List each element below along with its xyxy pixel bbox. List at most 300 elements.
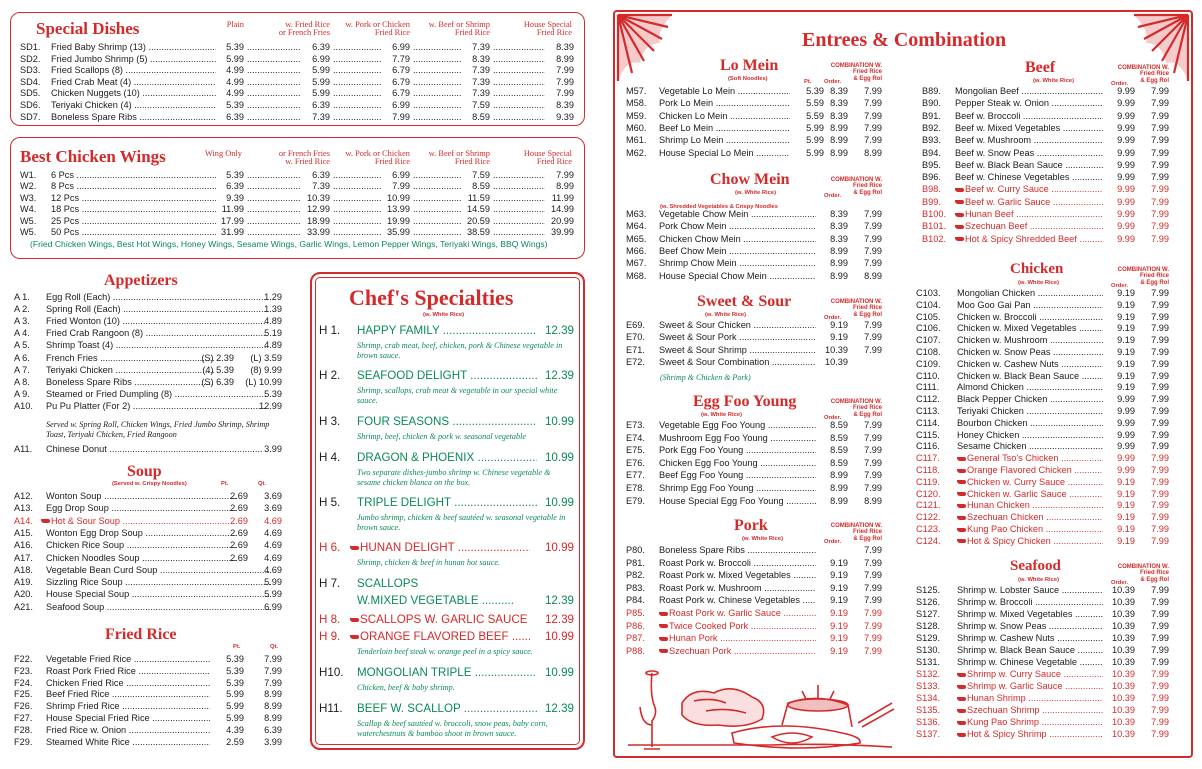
item-price-pt: 2.69 — [230, 540, 248, 551]
chef-name: DRAGON & PHOENIX ..... — [357, 452, 537, 464]
item-price-order: 9.19 — [830, 645, 848, 656]
item-price-combo: 8.99 — [864, 495, 882, 506]
leader-dots — [333, 194, 381, 203]
chef-item — [319, 667, 574, 683]
item-name: Shrimp w. Mixed Vegetables ..... — [957, 610, 1103, 619]
item-name: Shrimp w. Cashew Nuts ..... — [957, 634, 1103, 643]
table-row — [626, 87, 882, 99]
item-code: M67. — [626, 258, 647, 269]
item-price-combo: 7.99 — [1151, 417, 1169, 428]
hot-pepper-icon — [350, 635, 359, 639]
item-code: C122. — [916, 512, 941, 523]
section-title-seafood: Seafood — [1010, 558, 1061, 574]
item-price-order: 9.19 — [1117, 524, 1135, 534]
item-name: Beef Lo Mein ..... — [659, 124, 790, 133]
table-row — [14, 529, 282, 541]
item-price: 31.99 — [221, 227, 244, 237]
section-sub-lomein: (Soft Noodles) — [728, 76, 768, 82]
item-price: 3.99 — [264, 444, 282, 454]
item-price-qt: 5.99 — [264, 577, 282, 588]
item-price: (8) 9.99 — [250, 364, 282, 375]
hot-pepper-icon — [957, 673, 966, 677]
item-price: 5.39 — [226, 170, 244, 180]
section-title-beef: Beef — [1025, 59, 1056, 76]
table-row — [626, 634, 882, 646]
item-price-pt: 5.99 — [806, 147, 824, 158]
item-name: Hot & Spicy Chicken ..... — [957, 537, 1103, 546]
col-header: w. Pork or Chicken Fried Rice — [345, 149, 410, 167]
table-row — [626, 222, 882, 234]
item-price: 17.99 — [221, 215, 244, 226]
item-name: Spring Roll (Each) ..... — [46, 305, 266, 314]
item-price-order: 9.19 — [1117, 299, 1135, 310]
chef-price: 10.99 — [544, 666, 574, 679]
item-price-order: 10.39 — [1112, 657, 1135, 667]
item-code: P81. — [626, 557, 645, 568]
item-code: A17. — [14, 552, 33, 563]
item-code: A 6. — [14, 352, 30, 363]
col-header: w. Pork or Chicken Fried Rice — [345, 20, 410, 38]
item-name: Chicken w. Garlic Sauce ..... — [957, 490, 1103, 499]
item-price-pt: 5.99 — [226, 701, 244, 712]
combo-header: COMBINATION W. Fried Rice & Egg Rol — [830, 399, 882, 418]
table-row — [14, 402, 282, 414]
table-row — [20, 194, 580, 206]
table-row — [922, 124, 1169, 136]
leader-dots — [413, 205, 461, 214]
table-row — [916, 301, 1169, 313]
item-price: 10.99 — [387, 192, 410, 203]
item-price-combo: 7.99 — [864, 86, 882, 96]
table-row — [626, 358, 882, 370]
item-price-qt: 5.99 — [264, 589, 282, 600]
table-row — [14, 366, 282, 378]
item-name: Mushroom Egg Foo Young ..... — [659, 434, 816, 443]
table-row — [626, 546, 882, 558]
leader-dots — [333, 113, 381, 122]
section-sub-pork: (w. White Rice) — [742, 536, 784, 542]
item-name: Shrimp w. Black Bean Sauce ..... — [957, 646, 1103, 655]
chef-code: H 1. — [319, 324, 341, 337]
item-price-order: 9.99 — [1117, 221, 1135, 232]
table-row — [922, 161, 1169, 173]
chef-price: 10.99 — [544, 451, 574, 464]
chef-name: ORANGE FLAVORED BEEF ..... — [350, 631, 530, 643]
item-price-order: 9.19 — [1117, 311, 1135, 322]
item-name: Beef Chow Mein ..... — [659, 247, 816, 256]
col-header: Plain — [226, 20, 244, 29]
item-code: A 7. — [14, 364, 30, 375]
chef-code: H 5. — [319, 496, 341, 509]
item-price-order: 10.39 — [1112, 633, 1135, 643]
soup-col-pt: Pt. — [221, 481, 229, 487]
item-code: B90. — [922, 98, 941, 109]
item-price-order: 10.39 — [1112, 609, 1135, 619]
leader-dots — [493, 43, 545, 52]
item-price-pt: 5.59 — [806, 110, 824, 121]
item-name: Roast Pork w. Mushroom ..... — [659, 584, 816, 593]
item-price: 7.39 — [472, 76, 490, 87]
item-price: 33.99 — [307, 227, 330, 237]
combo-header: COMBINATION W. Fried Rice & Egg Rol — [830, 523, 882, 542]
item-price-combo: 7.99 — [1151, 147, 1169, 158]
table-row — [626, 571, 882, 583]
hot-pepper-icon — [659, 612, 668, 616]
table-row — [626, 210, 882, 222]
item-price-order: 9.19 — [1117, 500, 1135, 511]
hot-pepper-icon — [955, 237, 964, 241]
item-name: Shrimp w. Broccoli ..... — [957, 598, 1103, 607]
hot-pepper-icon — [659, 637, 668, 641]
leader-dots — [247, 171, 301, 180]
table-row — [626, 112, 882, 124]
table-row — [916, 730, 1169, 742]
chef-code: H 9. — [319, 630, 341, 643]
fr-col-pt: Pt. — [233, 644, 241, 650]
leader-dots — [493, 228, 545, 237]
fr-col-qt: Qt. — [270, 644, 279, 650]
item-price-order: 8.39 — [830, 86, 848, 96]
item-name: Roast Pork Fried Rice ..... — [46, 667, 210, 676]
table-row — [14, 317, 282, 329]
table-row — [922, 149, 1169, 161]
item-code: B94. — [922, 147, 941, 158]
item-name: Pork Chow Mein ..... — [659, 222, 816, 231]
item-code: E75. — [626, 445, 645, 456]
col-header: w. Beef or Shrimp Fried Rice — [428, 20, 490, 38]
chef-name: TRIPLE DELIGHT ..... — [357, 497, 537, 509]
item-name: Chinese Donut ..... — [46, 445, 262, 454]
item-price: 8.39 — [472, 53, 490, 64]
item-price-qt: 7.99 — [264, 654, 282, 664]
table-row — [14, 329, 282, 341]
item-name: Fried Crab Rangoon (8) ..... — [46, 329, 266, 338]
item-price-order: 9.19 — [830, 595, 848, 606]
item-code: C121. — [916, 500, 941, 511]
item-price-order: 8.59 — [830, 432, 848, 443]
item-code: C120. — [916, 488, 941, 499]
item-name: Hunan Pork ..... — [659, 634, 816, 643]
item-code: A19. — [14, 577, 33, 588]
item-price-order: 9.19 — [1117, 535, 1135, 546]
hot-pepper-icon — [957, 492, 966, 496]
table-row — [14, 492, 282, 504]
item-price-order: 9.99 — [1117, 98, 1135, 109]
item-price: 10.39 — [307, 192, 330, 203]
item-code: C103. — [916, 288, 941, 298]
item-code: E71. — [626, 344, 645, 355]
item-price-order: 10.39 — [1112, 645, 1135, 655]
table-row — [14, 305, 282, 317]
item-price-combo: 7.99 — [864, 110, 882, 121]
item-price-order: 8.99 — [830, 245, 848, 256]
item-price-combo: 7.99 — [1151, 657, 1169, 667]
item-price-combo: 7.99 — [864, 98, 882, 109]
leader-dots — [413, 89, 461, 98]
item-price-order: 10.39 — [1112, 621, 1135, 631]
item-name: Pork Egg Foo Young ..... — [659, 446, 816, 455]
item-code: P80. — [626, 545, 645, 555]
item-price: 18.99 — [307, 215, 330, 226]
chef-code: H 7. — [319, 577, 341, 590]
item-name: Hunan Beef ..... — [955, 210, 1103, 219]
chef-code: H11. — [319, 702, 343, 715]
item-price-qt: 3.69 — [264, 491, 282, 501]
item-price-combo: 7.99 — [864, 135, 882, 146]
item-code: SD1. — [20, 42, 41, 52]
table-row — [626, 559, 882, 571]
item-code: M58. — [626, 98, 647, 109]
item-price-order: 10.39 — [825, 344, 848, 355]
item-name: Beef w. Black Bean Sauce ..... — [955, 161, 1103, 170]
item-price-order: 9.19 — [830, 332, 848, 343]
table-row — [626, 259, 882, 271]
item-price-order: 9.99 — [1117, 441, 1135, 452]
item-name: Shrimp Fried Rice ..... — [46, 702, 210, 711]
item-price-small: (S) 6.39 — [201, 376, 234, 387]
table-row — [14, 590, 282, 602]
item-price: 5.19 — [264, 328, 282, 339]
chef-note: Shrimp, beef, chicken & pork w. seasonal vegetable — [357, 432, 527, 441]
item-price-order: 9.19 — [1117, 358, 1135, 369]
section-title-lomein: Lo Mein — [720, 57, 779, 74]
item-price-order: 9.99 — [1117, 147, 1135, 158]
item-price-order: 10.39 — [1112, 597, 1135, 607]
chef-item — [319, 370, 574, 386]
item-code: C110. — [916, 370, 940, 381]
item-name: Chicken Fried Rice ..... — [46, 679, 210, 688]
item-code: S130. — [916, 645, 941, 655]
chef-item — [319, 542, 574, 558]
item-price-combo: 7.99 — [1151, 288, 1169, 298]
leader-dots — [413, 66, 461, 75]
item-name: Honey Chicken ..... — [957, 431, 1103, 440]
item-price-order: 9.99 — [1117, 110, 1135, 121]
item-price-combo: 7.99 — [864, 633, 882, 644]
leader-dots — [413, 194, 461, 203]
item-price-combo: 7.99 — [864, 245, 882, 256]
item-name: Teriyaki Chicken ..... — [46, 366, 214, 375]
item-code: A10. — [14, 400, 33, 411]
section-title-sweetsour: Sweet & Sour — [697, 293, 792, 310]
item-name: Chicken Lo Mein ..... — [659, 112, 790, 121]
table-row — [14, 354, 282, 366]
item-price-combo: 7.99 — [1151, 500, 1169, 511]
item-name: Hunan Chicken ..... — [957, 501, 1103, 510]
table-row — [922, 87, 1169, 99]
item-name: Sweet & Sour Shrimp ..... — [659, 346, 816, 355]
item-price: 8.99 — [556, 181, 574, 192]
item-price: 5.39 — [264, 388, 282, 399]
item-price: 4.89 — [264, 340, 282, 351]
item-code: S134. — [916, 693, 941, 703]
chef-name: BEEF W. SCALLOP ..... — [357, 703, 537, 715]
item-price-order: 9.19 — [1117, 512, 1135, 523]
leader-dots — [333, 182, 381, 191]
item-price: 5.99 — [312, 76, 330, 87]
table-row — [626, 99, 882, 111]
item-price-combo: 7.99 — [1151, 233, 1169, 244]
table-row — [14, 341, 282, 353]
item-price-combo: 7.99 — [1151, 645, 1169, 655]
combo-header: COMBINATION W. Fried Rice & Egg Rol — [1117, 267, 1169, 286]
item-code: A 4. — [14, 328, 30, 339]
item-price-order: 8.59 — [830, 457, 848, 468]
item-code: P86. — [626, 620, 645, 631]
item-name: 50 Pcs ..... — [51, 228, 216, 237]
item-price: 4.99 — [226, 88, 244, 99]
item-price-qt: 6.39 — [264, 724, 282, 735]
table-row — [14, 378, 282, 390]
table-row — [626, 421, 882, 433]
item-price-combo: 7.99 — [1151, 488, 1169, 499]
table-row — [20, 78, 580, 90]
item-name: 25 Pcs ..... — [51, 217, 216, 226]
table-row — [922, 222, 1169, 234]
item-price: 7.99 — [556, 65, 574, 76]
section-sub2-chowmein: (w. Shredded Vegetables & Crispy Noodles — [660, 204, 779, 210]
table-row — [916, 537, 1169, 549]
item-price-combo: 7.99 — [864, 332, 882, 343]
chef-price: 10.99 — [544, 415, 574, 428]
item-price: 6.79 — [392, 76, 410, 87]
item-price-order: 9.19 — [1117, 488, 1135, 499]
item-price: 1.39 — [264, 304, 282, 315]
item-price-combo: 7.99 — [864, 122, 882, 133]
item-code: SD6. — [20, 100, 41, 110]
item-price-pt: 5.39 — [806, 86, 824, 96]
section-sub-sweetsour: (w. White Rice) — [705, 312, 747, 318]
chef-code: H 6. — [319, 541, 341, 554]
item-price: 7.99 — [556, 76, 574, 87]
soup-sub: (Served w. Crispy Noodles) — [112, 481, 187, 487]
item-name: Beef w. Broccoli ..... — [955, 112, 1103, 121]
item-name: Egg Roll (Each) ..... — [46, 293, 266, 302]
table-row — [626, 596, 882, 608]
item-price-order: 9.99 — [1117, 184, 1135, 195]
item-price: 8.59 — [472, 111, 490, 122]
table-row — [922, 99, 1169, 111]
col-order: Order. — [824, 539, 842, 545]
table-row — [20, 66, 580, 78]
combo-header: COMBINATION W. Fried Rice & Egg Rol — [830, 177, 882, 196]
item-price-qt: 7.99 — [264, 665, 282, 676]
item-code: P88. — [626, 645, 645, 656]
item-price: 7.99 — [556, 170, 574, 180]
item-code: E70. — [626, 332, 645, 343]
table-row — [922, 185, 1169, 197]
item-code: M60. — [626, 122, 647, 133]
section-sub-chowmein: (w. White Rice) — [735, 190, 777, 196]
item-price: 6.79 — [392, 65, 410, 76]
table-row — [20, 182, 580, 194]
table-row — [14, 293, 282, 305]
item-code: B95. — [922, 159, 941, 170]
item-price: 39.99 — [551, 227, 574, 237]
item-price-order: 9.99 — [1117, 417, 1135, 428]
chef-item — [319, 631, 574, 647]
item-price: 5.39 — [226, 100, 244, 110]
item-price: 20.59 — [467, 215, 490, 226]
item-price-pt: 2.69 — [230, 552, 248, 563]
item-name: Boneless Spare Ribs ..... — [659, 546, 816, 555]
item-price-combo: 7.99 — [864, 545, 882, 555]
item-price: 6.99 — [392, 42, 410, 52]
soup-title: Soup — [127, 463, 162, 480]
table-row — [14, 578, 282, 590]
item-code: W2. — [20, 181, 37, 192]
item-price-order: 9.99 — [1117, 465, 1135, 475]
table-row — [626, 584, 882, 596]
table-row — [20, 43, 580, 55]
leader-dots — [247, 194, 301, 203]
chef-note: Tenderloin beef steak w. orange peel in a spicy sauce. — [357, 647, 533, 656]
item-code: P84. — [626, 595, 645, 606]
item-price-order: 10.39 — [1112, 729, 1135, 739]
item-price-order: 9.99 — [1117, 159, 1135, 170]
item-code: A 9. — [14, 388, 30, 399]
item-name: Chicken w. Mixed Vegetables ..... — [957, 324, 1103, 333]
item-price: 8.39 — [556, 42, 574, 52]
item-price-pt: 2.69 — [230, 491, 248, 501]
leader-dots — [413, 55, 461, 64]
table-row — [922, 210, 1169, 222]
item-price-order: 8.39 — [830, 221, 848, 232]
item-name: Hot & Spicy Shredded Beef ..... — [955, 235, 1103, 244]
item-code: W5. — [20, 215, 37, 226]
item-price: 5.39 — [226, 42, 244, 52]
leader-dots — [333, 66, 381, 75]
item-price-combo: 7.99 — [1151, 512, 1169, 523]
item-price-order: 9.99 — [1117, 209, 1135, 219]
table-row — [626, 149, 882, 161]
table-row — [626, 484, 882, 496]
item-price-combo: 7.99 — [864, 608, 882, 618]
item-price-order: 8.39 — [830, 110, 848, 121]
table-row — [20, 89, 580, 101]
chef-price: 10.99 — [544, 496, 574, 509]
item-code: F28. — [14, 724, 33, 735]
item-name: Szechuan Beef ..... — [955, 222, 1103, 231]
item-code: C107. — [916, 335, 941, 346]
table-row — [20, 205, 580, 217]
table-row — [626, 459, 882, 471]
item-price-combo: 7.99 — [1151, 717, 1169, 727]
section-sub-seafood: (w. White Rice) — [1018, 577, 1060, 583]
item-code: B93. — [922, 135, 941, 146]
item-price-combo: 7.99 — [1151, 453, 1169, 464]
item-name: Pepper Steak w. Onion ..... — [955, 99, 1103, 108]
item-name: Almond Chicken ..... — [957, 383, 1103, 392]
item-code: B102. — [922, 233, 947, 244]
item-price-order: 10.39 — [1112, 717, 1135, 727]
table-row — [922, 198, 1169, 210]
table-row — [922, 112, 1169, 124]
item-code: W4. — [20, 204, 37, 215]
item-name: Szechuan Pork ..... — [659, 647, 816, 656]
item-code: SD2. — [20, 53, 41, 64]
chef-name: FOUR SEASONS ..... — [357, 416, 537, 428]
item-price-order: 9.99 — [1117, 135, 1135, 146]
table-row — [14, 566, 282, 578]
item-price-combo: 7.99 — [1151, 159, 1169, 170]
item-code: B99. — [922, 196, 941, 207]
item-price-pt: 5.99 — [806, 122, 824, 133]
col-header: w. Beef or Shrimp Fried Rice — [428, 149, 490, 167]
table-row — [626, 622, 882, 634]
leader-dots — [247, 55, 301, 64]
item-price-combo: 7.99 — [864, 320, 882, 330]
